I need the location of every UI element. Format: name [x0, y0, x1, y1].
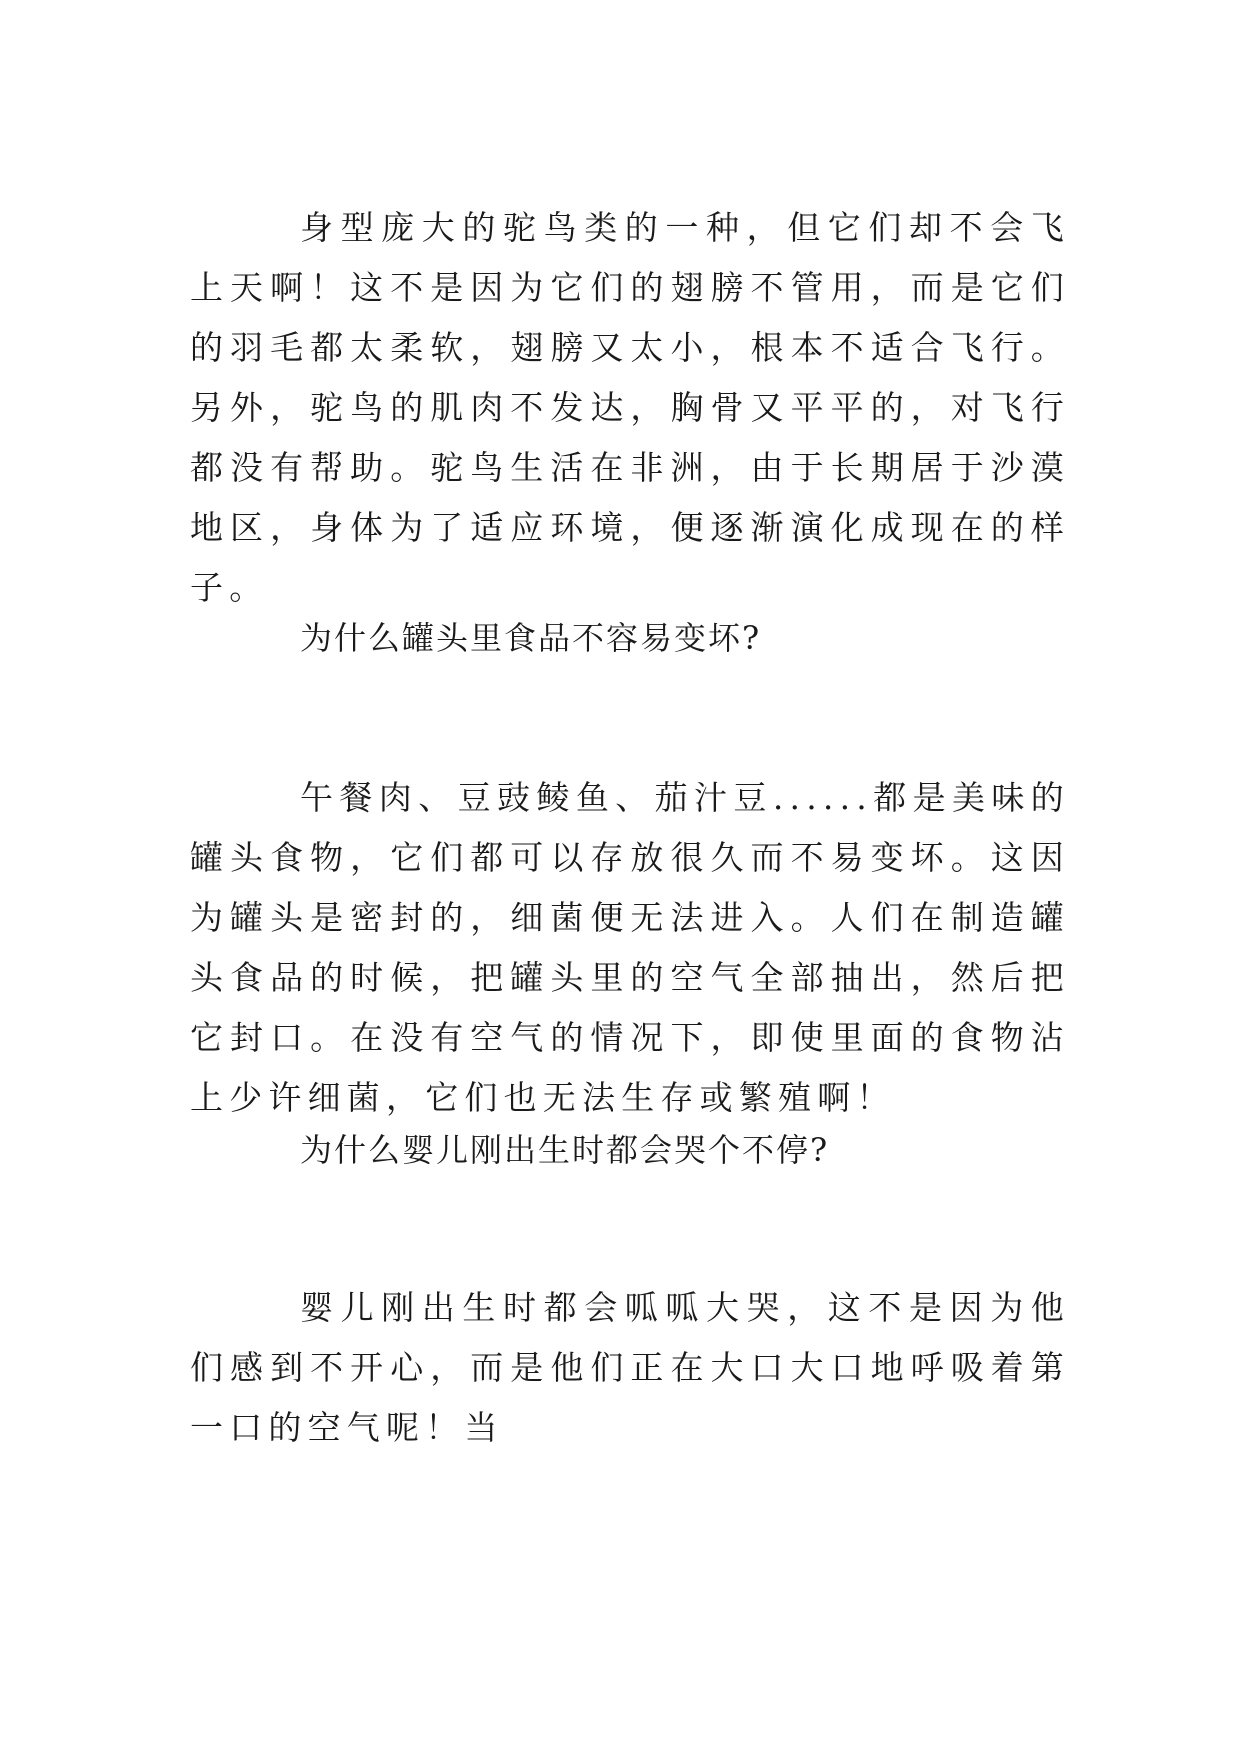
ostrich-paragraph-block [190, 198, 1070, 618]
baby-question-heading: 为什么婴儿刚出生时都会哭个不停? [300, 1131, 830, 1169]
cans-question-block [190, 608, 1070, 668]
cans-answer-paragraph: 午餐肉、豆豉鲮鱼、茄汁豆......都是美味的罐头食物，它们都可以存放很久而不易变坏。这因为罐头是密封的，细菌便无法进入。人们在制造罐头食品的时候，把罐头里的空气全部抽出，然后把它封口。在没有空气的情况下，即使里面的食物沾上少许细菌，它们也无法生存或繁殖啊！ [190, 778, 1070, 1117]
cans-answer-block [190, 768, 1070, 1128]
baby-answer-block [190, 1278, 1070, 1458]
cans-question-heading: 为什么罐头里食品不容易变坏? [300, 619, 762, 657]
baby-answer-paragraph: 婴儿刚出生时都会呱呱大哭，这不是因为他们感到不开心，而是他们正在大口大口地呼吸着第一口的空气呢！当 [190, 1288, 1070, 1447]
baby-question-block [190, 1120, 1070, 1180]
ostrich-paragraph: 身型庞大的驼鸟类的一种，但它们却不会飞上天啊！这不是因为它们的翅膀不管用，而是它们的羽毛都太柔软，翅膀又太小，根本不适合飞行。另外，驼鸟的肌肉不发达，胸骨又平平的，对飞行都没有帮助。驼鸟生活在非洲，由于长期居于沙漠地区，身体为了适应环境，便逐渐演化成现在的样子。 [190, 208, 1070, 607]
